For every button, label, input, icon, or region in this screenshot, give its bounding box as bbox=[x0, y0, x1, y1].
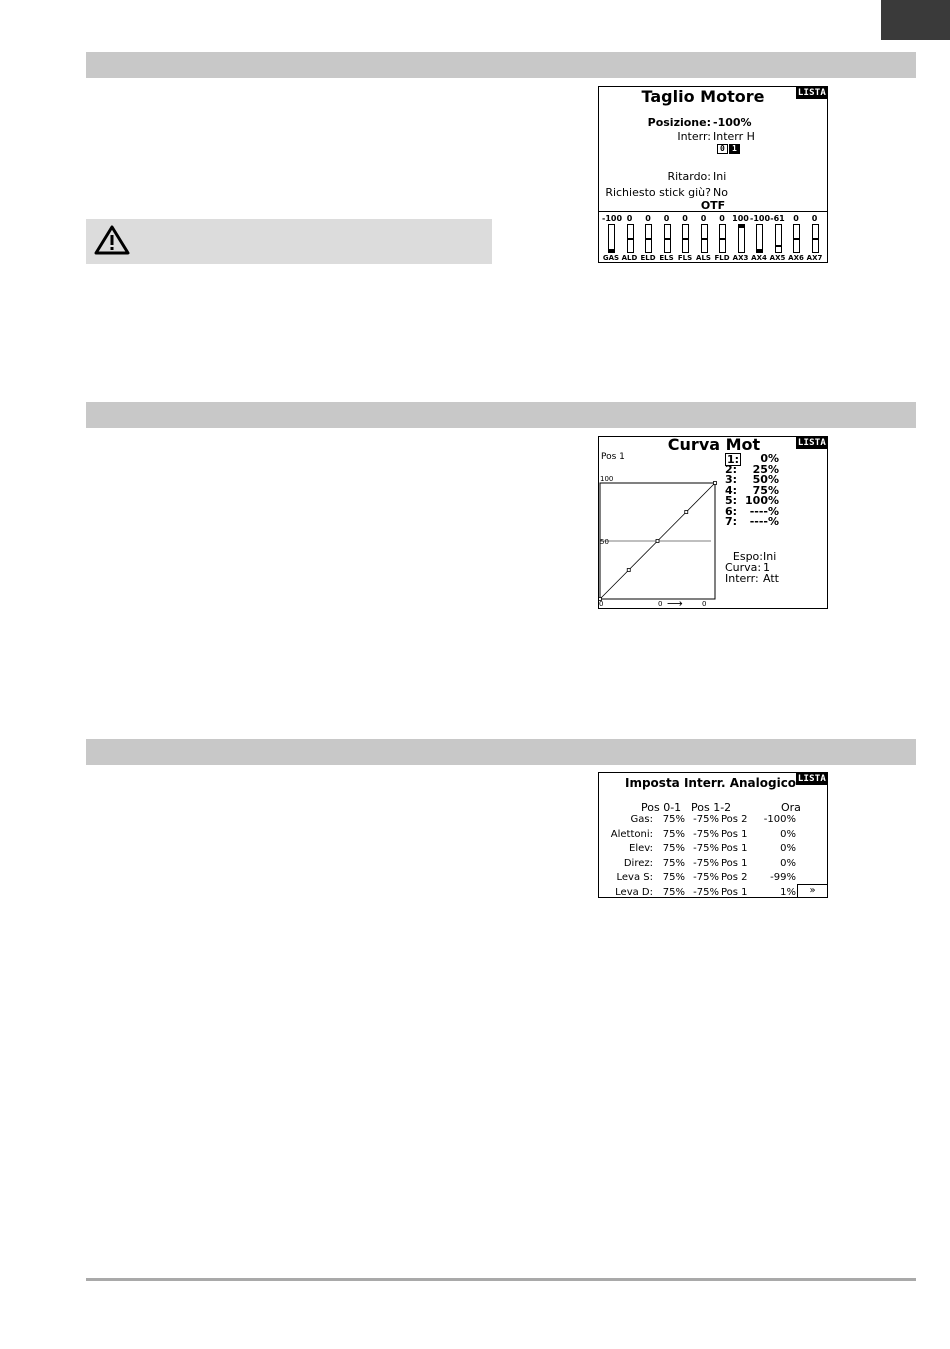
throttle-curve-screen bbox=[598, 436, 828, 609]
channel-bar bbox=[608, 224, 615, 253]
channel-name: AX5 bbox=[769, 254, 786, 262]
row-label: Leva S: bbox=[616, 872, 653, 883]
channel-bar bbox=[701, 224, 708, 253]
section-header-bar-3 bbox=[86, 739, 916, 765]
curve-point-marker[interactable] bbox=[599, 598, 602, 601]
channel-value: 0 bbox=[626, 214, 633, 223]
curve-label: Curva: bbox=[725, 561, 762, 574]
channel-name: FLD bbox=[714, 254, 730, 262]
screen-title: Taglio Motore bbox=[641, 87, 765, 106]
pos-1-2-value[interactable]: -75% bbox=[693, 886, 719, 898]
channel-name: ELD bbox=[640, 254, 656, 262]
curve-value[interactable]: 1 bbox=[763, 561, 770, 574]
channel-value: 0 bbox=[811, 214, 818, 223]
section-header-bar-2 bbox=[86, 402, 916, 428]
screen-title: Imposta Interr. Analogico bbox=[625, 776, 797, 790]
switch-value[interactable]: Interr H bbox=[713, 130, 755, 143]
channel-bar bbox=[627, 224, 634, 253]
pos-label: Pos 1 bbox=[601, 452, 625, 462]
pos-0-1-value[interactable]: 75% bbox=[662, 857, 685, 869]
channel-bar-marker bbox=[665, 238, 670, 240]
pos-1-2-value[interactable]: -75% bbox=[693, 828, 719, 840]
throttle-cut-screen bbox=[598, 86, 828, 263]
channel-value: 0 bbox=[700, 214, 707, 223]
delay-value[interactable]: Ini bbox=[713, 170, 727, 183]
switch-label: Interr: bbox=[677, 130, 711, 143]
analog-switch-row[interactable] bbox=[599, 814, 827, 828]
current-position[interactable]: Pos 1 bbox=[721, 857, 748, 869]
channel-name: ELS bbox=[659, 254, 674, 262]
channel-value: -100 bbox=[750, 214, 771, 223]
list-button[interactable]: LISTA bbox=[797, 88, 826, 98]
pos-0-1-value[interactable]: 75% bbox=[662, 872, 685, 883]
channel-bar bbox=[738, 224, 745, 253]
curve-point-number[interactable]: 5: bbox=[725, 494, 738, 507]
current-position[interactable]: Pos 1 bbox=[721, 843, 748, 854]
pos-0-1-value[interactable]: 75% bbox=[662, 814, 685, 825]
section-header-bar-1 bbox=[86, 52, 916, 78]
analog-switch-row[interactable] bbox=[599, 872, 827, 886]
screen-title: Curva Mot bbox=[667, 436, 761, 454]
curve-point-marker[interactable] bbox=[685, 511, 688, 514]
current-value[interactable]: 0% bbox=[780, 843, 796, 854]
header-now: Ora bbox=[781, 801, 801, 814]
analog-switch-row[interactable] bbox=[599, 843, 827, 857]
curve-graph[interactable] bbox=[599, 473, 724, 608]
channel-value: 0 bbox=[682, 214, 688, 223]
channel-bar bbox=[664, 224, 671, 253]
channel-bar bbox=[793, 224, 800, 253]
stick-down-label: Richiesto stick giù? bbox=[605, 186, 711, 199]
channel-name: FLS bbox=[677, 254, 693, 262]
position-value[interactable]: -100% bbox=[713, 116, 752, 129]
row-label: Leva D: bbox=[615, 886, 653, 898]
channel-name: GAS bbox=[602, 254, 620, 262]
channel-name: ALS bbox=[696, 254, 711, 262]
switch-label: Interr: bbox=[725, 572, 759, 585]
pos-1-2-value[interactable]: -75% bbox=[693, 814, 719, 825]
current-value[interactable]: -100% bbox=[763, 814, 796, 825]
row-label: Elev: bbox=[629, 843, 653, 854]
channel-name: ALD bbox=[621, 254, 638, 262]
current-position[interactable]: Pos 1 bbox=[721, 828, 748, 840]
curve-point-value[interactable]: 25% bbox=[752, 462, 779, 476]
channel-value: -100 bbox=[602, 214, 623, 223]
warning-icon bbox=[94, 225, 130, 255]
position-label: Posizione: bbox=[647, 116, 711, 129]
list-button[interactable]: LISTA bbox=[797, 438, 826, 448]
channel-bar bbox=[682, 224, 689, 253]
curve-point-value[interactable]: 100% bbox=[745, 494, 779, 507]
curve-point-marker[interactable] bbox=[627, 569, 630, 572]
expo-label: Espo: bbox=[732, 550, 763, 563]
channel-bar-marker bbox=[720, 238, 725, 240]
curve-point-value[interactable]: ----% bbox=[749, 504, 779, 518]
channel-bar-marker bbox=[609, 249, 614, 252]
channel-bar-marker bbox=[776, 245, 781, 247]
x-axis-right-label: 0 bbox=[702, 600, 707, 608]
pos-0-1-value[interactable]: 75% bbox=[662, 828, 685, 840]
channel-value: 0 bbox=[663, 214, 670, 223]
curve-point-value[interactable]: 50% bbox=[752, 473, 779, 486]
row-label: Direz: bbox=[623, 857, 653, 869]
switch-value[interactable]: Att bbox=[763, 572, 779, 585]
curve-point-value[interactable]: 75% bbox=[752, 483, 779, 497]
pos-0-1-value[interactable]: 75% bbox=[662, 886, 685, 898]
current-value[interactable]: -99% bbox=[770, 872, 796, 883]
channel-bar bbox=[812, 224, 819, 253]
channel-bar-marker bbox=[794, 238, 799, 240]
curve-point-number[interactable]: 2: bbox=[725, 462, 738, 476]
header-pos-0-1: Pos 0-1 bbox=[641, 801, 682, 814]
channel-value: 0 bbox=[719, 214, 725, 223]
analog-switch-setup-screen bbox=[598, 772, 828, 898]
x-axis-mid-label: 0 bbox=[658, 600, 663, 608]
pos-1-2-value[interactable]: -75% bbox=[693, 872, 719, 883]
delay-label: Ritardo: bbox=[667, 170, 711, 183]
curve-point-number[interactable]: 3: bbox=[725, 473, 738, 486]
channel-bar-marker bbox=[702, 238, 707, 240]
channel-bar-marker bbox=[739, 225, 744, 228]
channel-value: 0 bbox=[793, 214, 799, 223]
curve-point-value[interactable]: ----% bbox=[749, 515, 779, 528]
current-value[interactable]: 0% bbox=[780, 828, 796, 840]
curve-point-marker[interactable] bbox=[656, 540, 659, 543]
curve-point-number[interactable]: 6: bbox=[725, 504, 738, 518]
channel-value: 0 bbox=[645, 214, 651, 223]
current-value[interactable]: 1% bbox=[780, 886, 796, 898]
curve-point-number[interactable]: 4: bbox=[725, 483, 738, 497]
switch-pos-1: 1 bbox=[729, 144, 740, 154]
current-position[interactable]: Pos 1 bbox=[721, 886, 748, 898]
chapter-tab bbox=[881, 0, 950, 40]
channel-bar-marker bbox=[813, 238, 818, 240]
channel-bar bbox=[719, 224, 726, 253]
expo-value[interactable]: Ini bbox=[763, 550, 777, 563]
pos-1-2-value[interactable]: -75% bbox=[693, 857, 719, 869]
header-pos-1-2: Pos 1-2 bbox=[691, 801, 732, 814]
channel-bar-marker bbox=[757, 249, 762, 252]
channel-bar bbox=[775, 224, 782, 253]
row-label: Alettoni: bbox=[610, 828, 653, 840]
footer-rule bbox=[86, 1278, 916, 1281]
channel-name: AX4 bbox=[751, 254, 767, 262]
channel-value: 100 bbox=[732, 214, 749, 223]
channel-name: AX7 bbox=[806, 254, 823, 262]
switch-pos-0: 0 bbox=[717, 144, 728, 154]
channel-name: AX3 bbox=[732, 254, 749, 262]
list-button[interactable]: LISTA bbox=[797, 774, 826, 784]
curve-point-marker[interactable] bbox=[714, 482, 717, 485]
current-position[interactable]: Pos 2 bbox=[721, 814, 748, 825]
y-axis-mid-label: 50 bbox=[600, 538, 609, 546]
channel-name: AX6 bbox=[788, 254, 804, 262]
channel-bar bbox=[756, 224, 763, 253]
curve-point-number[interactable]: 7: bbox=[725, 515, 738, 528]
curve-point-number[interactable]: 1: bbox=[727, 453, 740, 466]
current-position[interactable]: Pos 2 bbox=[721, 872, 748, 883]
channel-bar bbox=[645, 224, 652, 253]
channel-value: -61 bbox=[770, 214, 785, 223]
x-axis-arrow: ⟶ bbox=[667, 597, 683, 608]
channel-bar-marker bbox=[628, 238, 633, 240]
y-axis-top-label: 100 bbox=[600, 475, 614, 483]
channel-bar-marker bbox=[683, 238, 688, 240]
otf-label: OTF bbox=[700, 199, 726, 212]
pos-0-1-value[interactable]: 75% bbox=[662, 843, 685, 854]
stick-down-value[interactable]: No bbox=[713, 186, 728, 199]
channel-monitor bbox=[599, 211, 827, 263]
pos-1-2-value[interactable]: -75% bbox=[693, 843, 719, 854]
row-label: Gas: bbox=[630, 814, 653, 825]
current-value[interactable]: 0% bbox=[780, 857, 796, 869]
analog-switch-row[interactable] bbox=[599, 858, 827, 872]
analog-switch-row[interactable] bbox=[599, 829, 827, 843]
channel-bar-marker bbox=[646, 238, 651, 240]
analog-switch-row[interactable] bbox=[599, 887, 827, 899]
next-page-button[interactable]: » bbox=[797, 884, 827, 897]
x-axis-left-label: 0 bbox=[599, 600, 604, 608]
warning-box bbox=[86, 219, 492, 264]
curve-point-value[interactable]: 0% bbox=[760, 452, 779, 465]
